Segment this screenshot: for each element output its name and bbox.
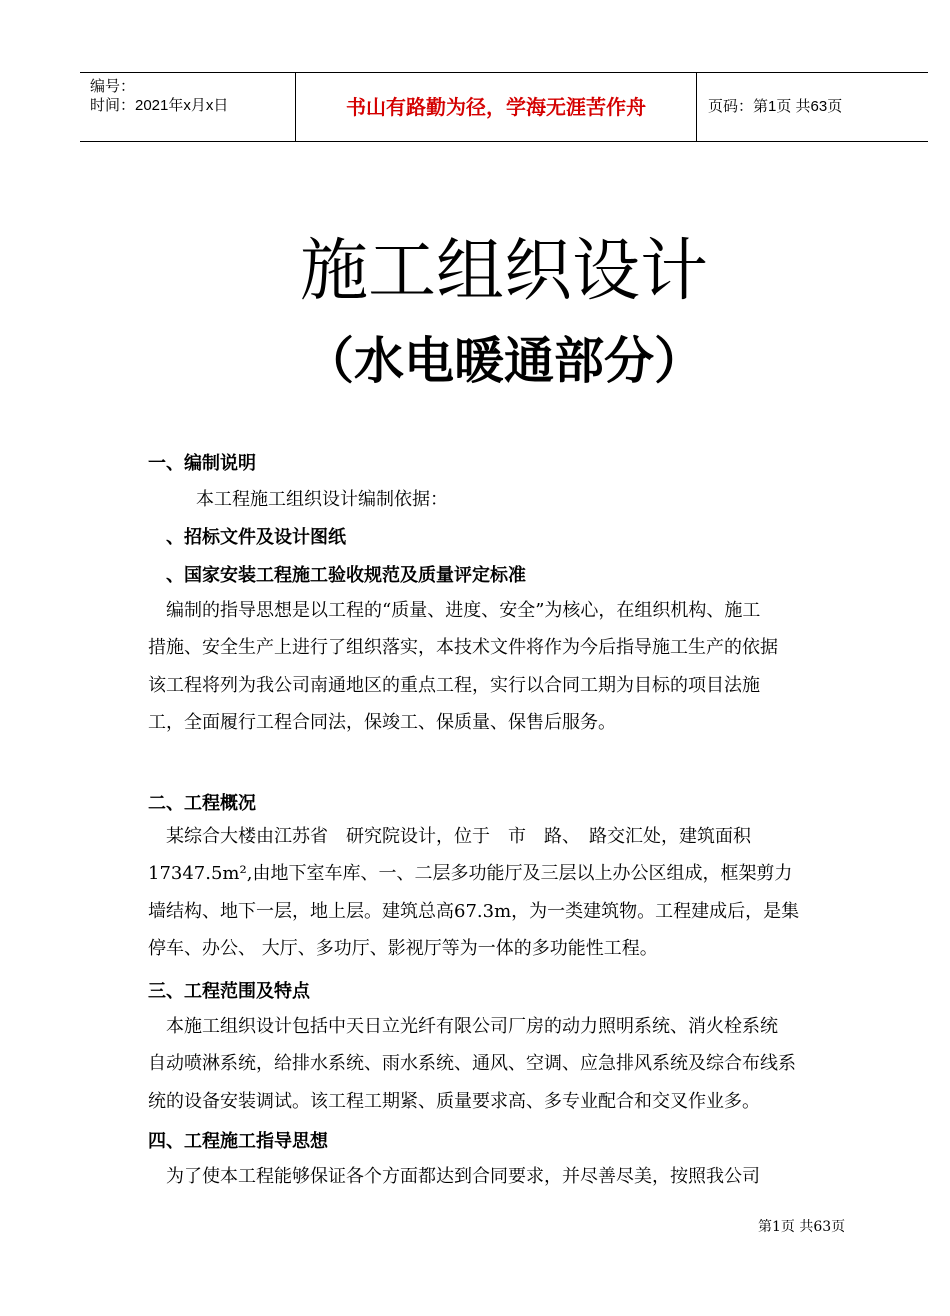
list-item: 、国家安装工程施工验收规范及质量评定标准 [166,565,526,586]
paragraph-line: 工，全面履行工程合同法，保竣工、保质量、保售后服务。 [148,712,616,734]
code-label: 编号： [90,78,136,95]
paragraph-line: 该工程将列为我公司南通地区的重点工程，实行以合同工期为目标的项目法施 [148,674,760,696]
document-subtitle: （水电暖通部分） [304,332,704,390]
time-label: 时间：2021年x月x日 [90,97,229,114]
paragraph-line: 统的设备安装调试。该工程工期紧、质量要求高、多专业配合和交叉作业多。 [148,1090,760,1112]
header-meta [90,77,295,115]
paragraph [148,818,868,968]
page-header [80,72,928,142]
document-title: 施工组织设计 [299,232,708,311]
paragraph-line: 17347.5m²,由地下室车库、一、二层多功能厅及三层以上办公区组成，框架剪力 [148,863,793,885]
page-footer: 第1页 共63页 [758,1219,846,1235]
section-intro: 本工程施工组织设计编制依据： [196,489,448,510]
paragraph [148,592,868,742]
header-motto: 书山有路勤为径，学海无涯苦作舟 [346,95,646,119]
paragraph [148,1158,868,1195]
paragraph-line: 本施工组织设计包括中天日立光纤有限公司厂房的动力照明系统、消火栓系统 [166,1016,778,1037]
paragraph-line: 编制的指导思想是以工程的“质量、进度、安全”为核心，在组织机构、施工 [166,600,761,621]
header-page-info: 页码：第1页 共63页 [708,98,843,115]
header-divider [696,73,697,141]
paragraph-line: 自动喷淋系统，给排水系统、雨水系统、通风、空调、应急排风系统及综合布线系 [148,1053,796,1075]
section-heading: 三、工程范围及特点 [148,981,310,1002]
paragraph-line: 某综合大楼由江苏省 研究院设计，位于 市 路、 路交汇处，建筑面积 [166,826,751,847]
section-heading: 一、编制说明 [148,453,256,474]
list-item: 、招标文件及设计图纸 [166,527,346,548]
paragraph-line: 为了使本工程能够保证各个方面都达到合同要求，并尽善尽美，按照我公司 [166,1166,760,1187]
paragraph-line: 停车、办公、 大厅、多功厅、影视厅等为一体的多功能性工程。 [148,938,658,960]
section-heading: 二、工程概况 [148,793,256,814]
section-heading: 四、工程施工指导思想 [148,1131,328,1152]
paragraph-line: 措施、安全生产上进行了组织落实，本技术文件将作为今后指导施工生产的依据 [148,637,778,659]
paragraph [148,1008,868,1120]
paragraph-line: 墙结构、地下一层，地上层。建筑总高67.3m，为一类建筑物。工程建成后，是集 [148,900,800,922]
